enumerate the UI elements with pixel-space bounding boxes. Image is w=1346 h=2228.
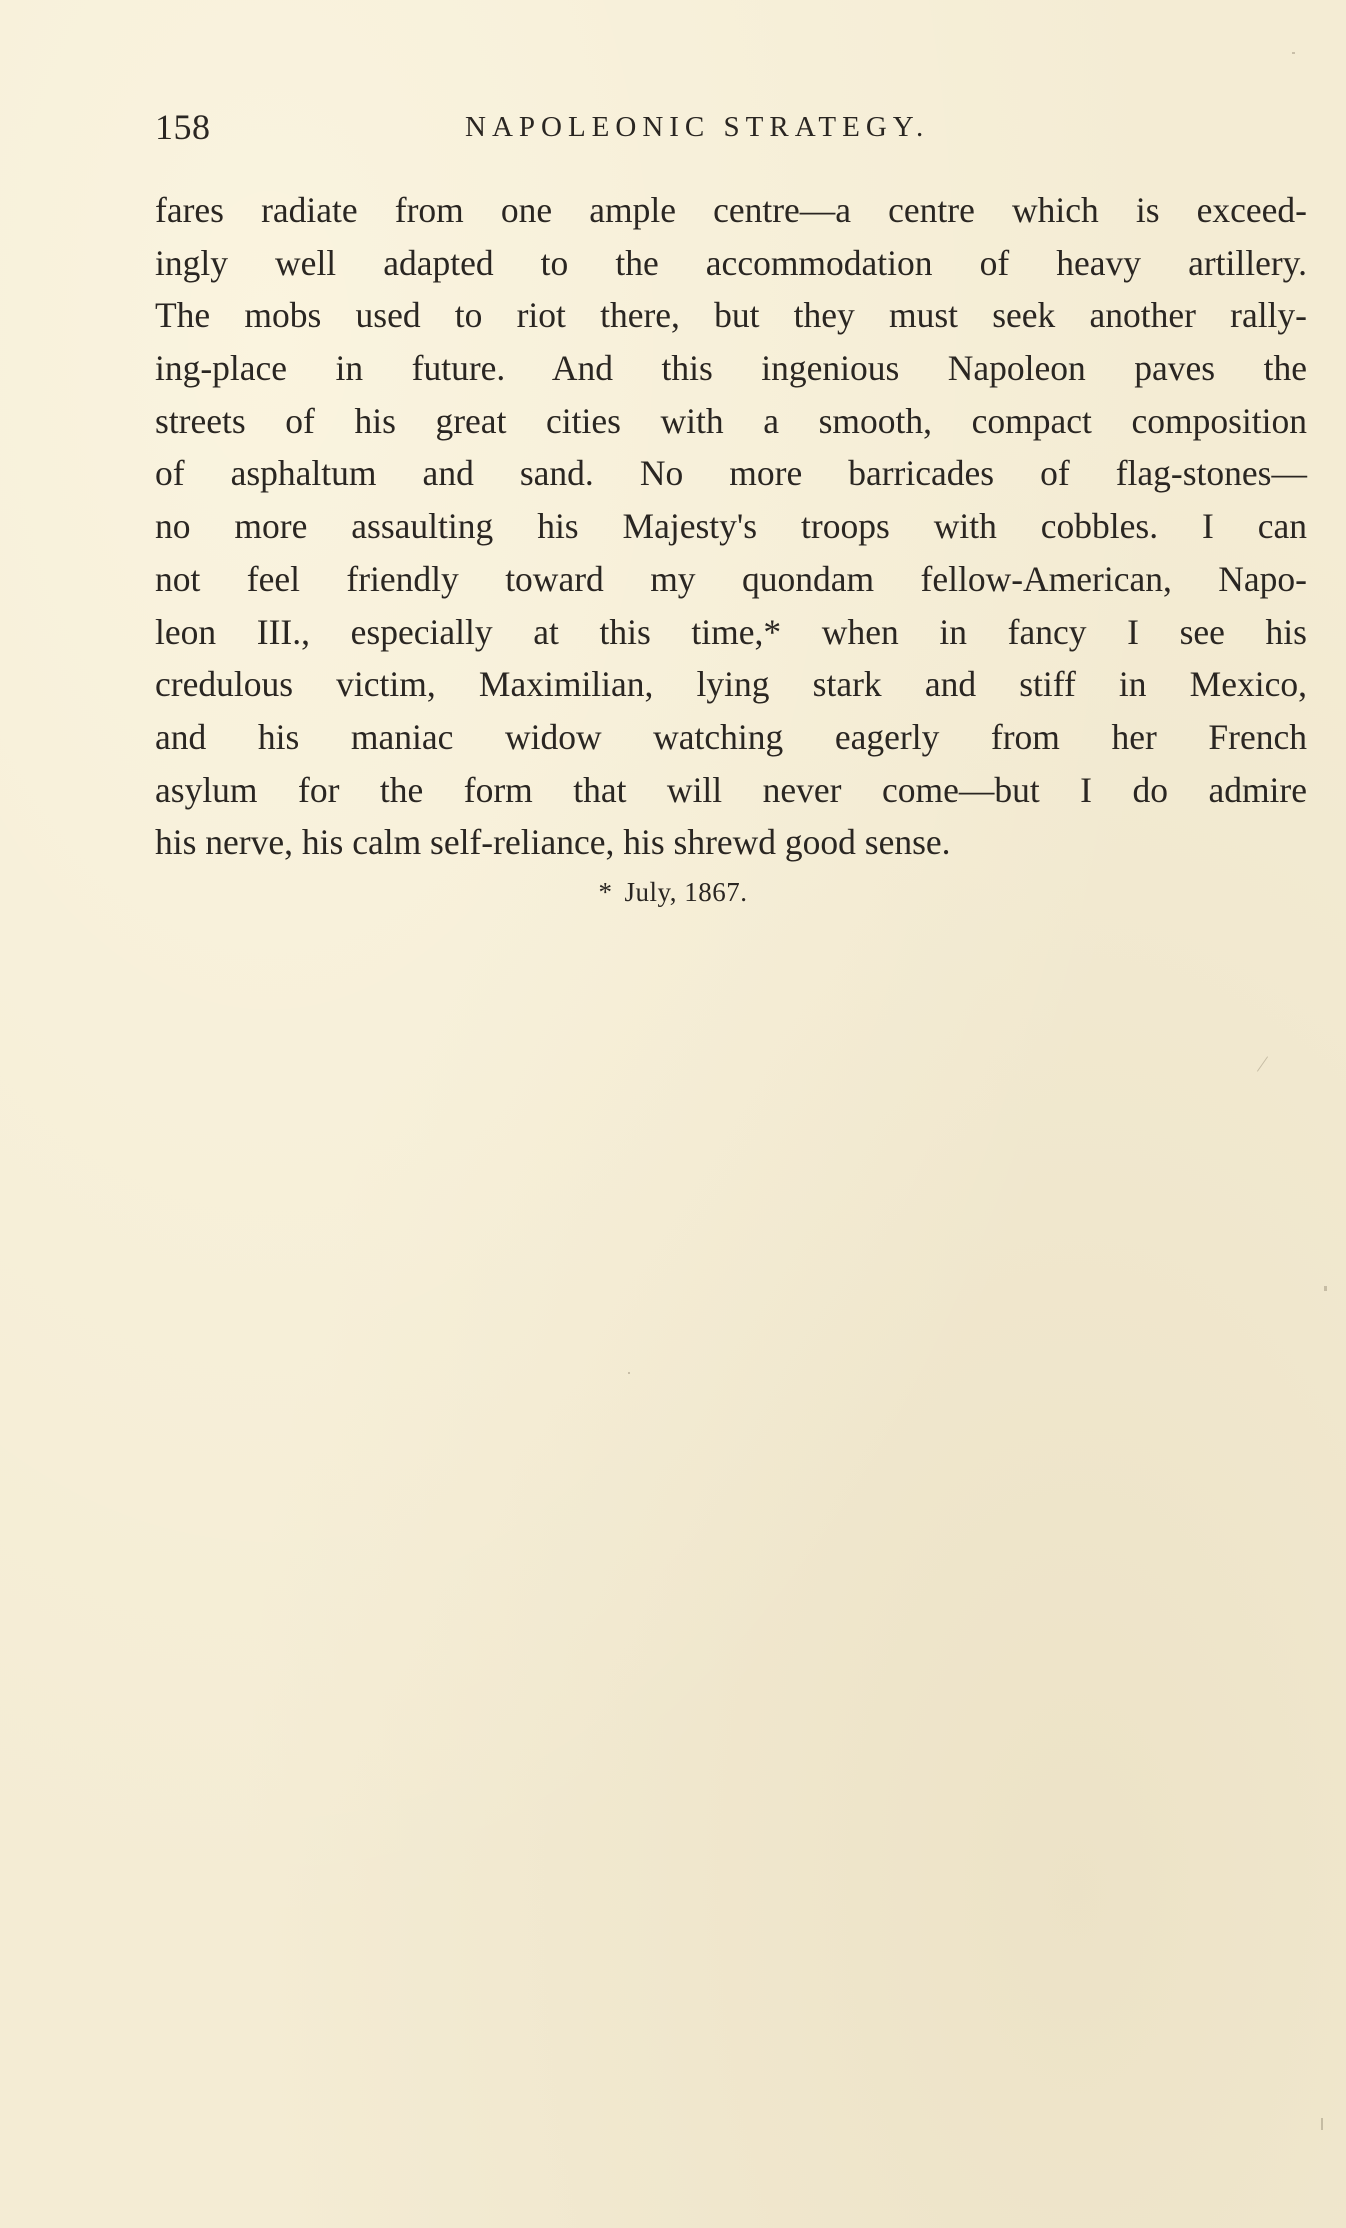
footnote [0,872,1346,912]
text-line: ing-place in future. And this ingenious Napoleon paves the [155,348,1307,389]
paper-speck [1257,1056,1268,1071]
text-line: his nerve, his calm self-reliance, his shrewd good sense. [155,822,951,863]
footnote-text: July, 1867. [624,877,748,907]
paper-speck [1292,52,1295,54]
running-head [155,100,1315,154]
text-line: not feel friendly toward my quondam fellow-American, Napo- [155,558,1307,599]
paper-speck [1324,1286,1327,1291]
text-line: credulous victim, Maximilian, lying stark and stiff in Mexico, [155,664,1307,705]
text-line: leon III., especially at this time,* when in fancy I see his [155,611,1307,652]
text-line: The mobs used to riot there, but they must seek another rally- [155,295,1307,336]
page-number: 158 [155,107,211,147]
text-line: no more assaulting his Majesty's troops with cobbles. I can [155,506,1307,547]
text-line: streets of his great cities with a smooth, compact composition [155,400,1307,441]
footnote-marker: * [598,877,613,907]
running-title: NAPOLEONIC STRATEGY. [465,111,930,143]
text-line: ingly well adapted to the accommodation of heavy artillery. [155,242,1307,283]
paper-speck [628,1372,630,1374]
body-text [155,184,1307,869]
text-line: asylum for the form that will never come—but I do admire [155,769,1307,810]
text-line: fares radiate from one ample centre—a centre which is exceed- [155,190,1307,230]
text-line: of asphaltum and sand. No more barricades of flag-stones— [155,453,1307,494]
text-line: and his maniac widow watching eagerly from her French [155,716,1307,757]
paper-speck [1321,2118,1323,2130]
